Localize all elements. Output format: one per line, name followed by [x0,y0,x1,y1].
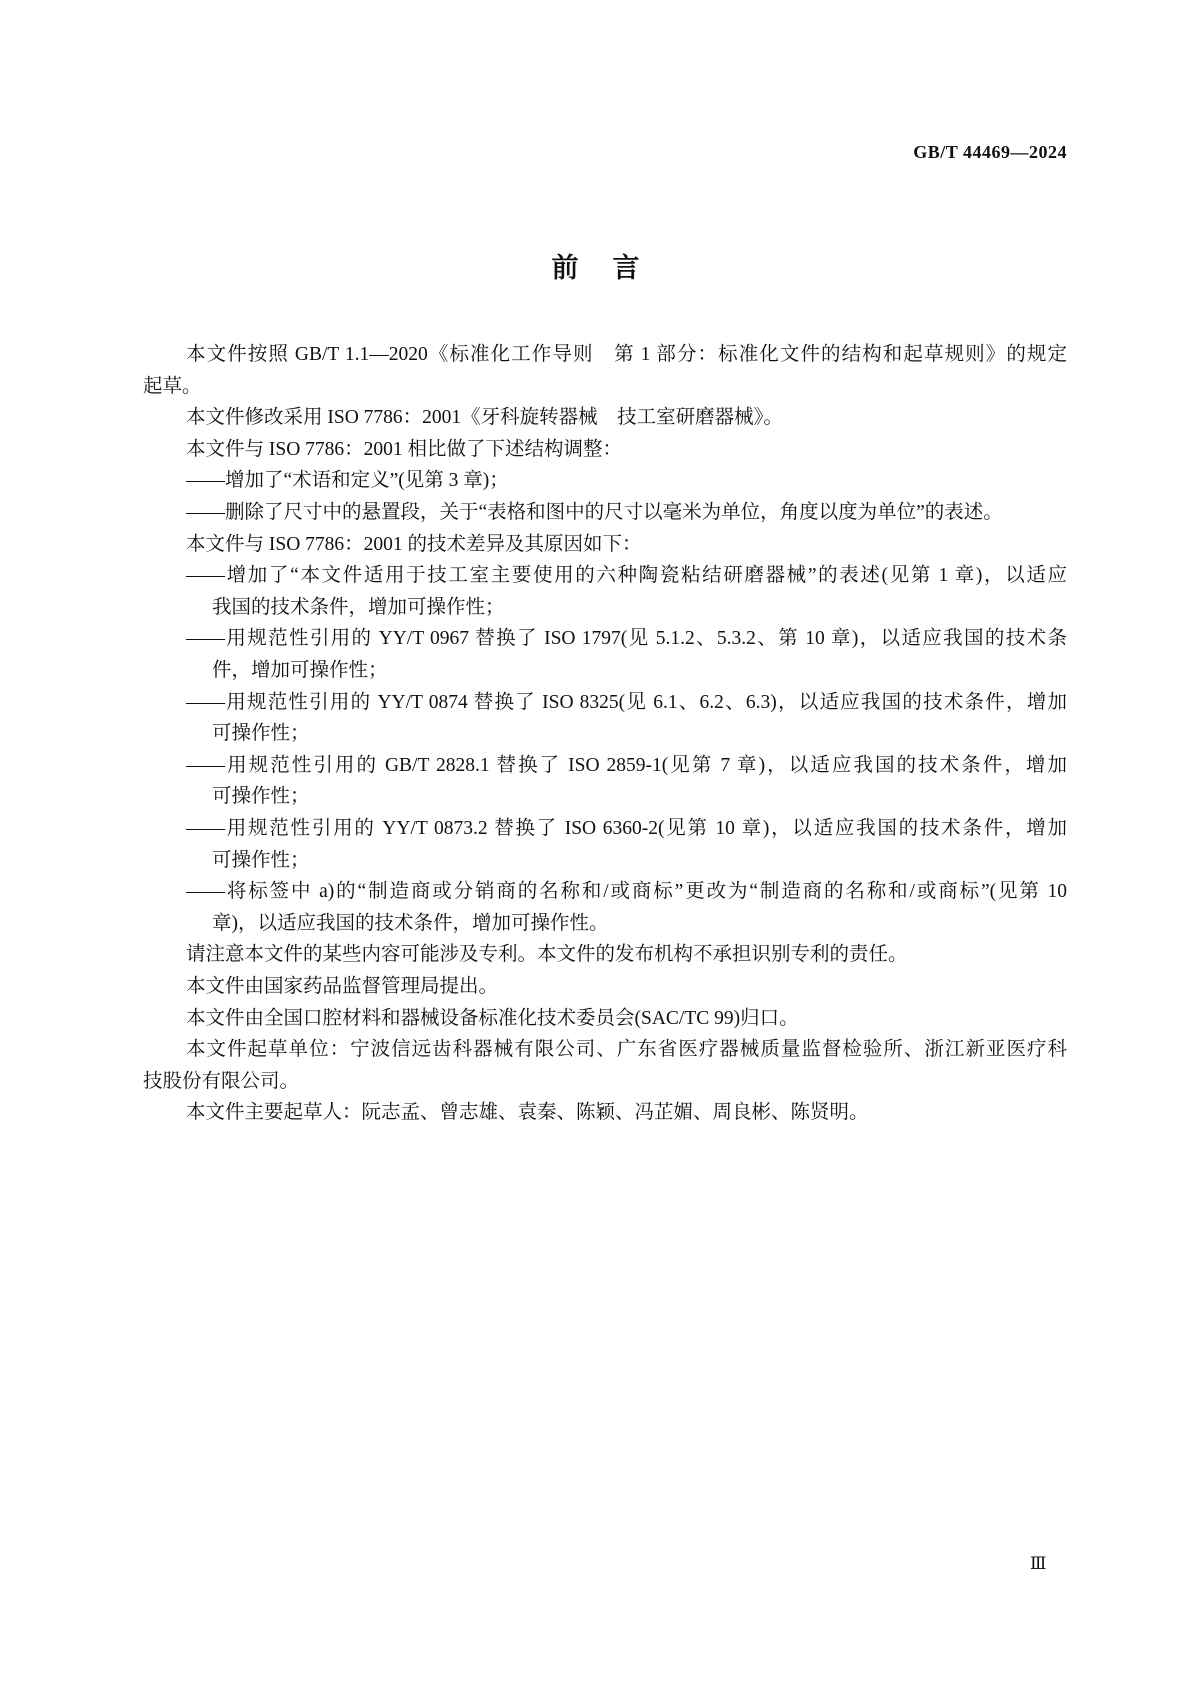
text-line: 本文件与 ISO 7786：2001 相比做了下述结构调整： [186,438,623,460]
text-line: 件，增加可操作性； [212,660,388,681]
text-line: 本文件起草单位：宁波信远齿科器械有限公司、广东省医疗器械质量监督检验所、浙江新亚医疗科 [186,1039,1067,1061]
page-title: 前言 [551,253,674,283]
text-line: 请注意本文件的某些内容可能涉及专利。本文件的发布机构不承担识别专利的责任。 [186,944,908,966]
text-line: 可操作性； [212,723,310,745]
text-line: 我国的技术条件，增加可操作性； [212,596,505,618]
document-number: GB/T 44469—2024 [913,142,1067,162]
text-line: 起草。 [143,375,202,397]
text-line: 可操作性； [212,849,310,871]
text-line: ——用规范性引用的 GB/T 2828.1 替换了 ISO 2859-1(见第 7 章)，以适应我国的技术条件，增加 [186,754,1067,776]
text-line: ——用规范性引用的 YY/T 0874 替换了 ISO 8325(见 6.1、6.2、6.3)，以适应我国的技术条件，增加 [186,691,1067,713]
text-line: ——删除了尺寸中的悬置段，关于“表格和图中的尺寸以毫米为单位，角度以度为单位”的表述。 [186,502,1003,523]
text-line: 可操作性； [212,786,310,808]
text-line: 技股份有限公司。 [143,1070,300,1092]
text-line: 本文件由国家药品监督管理局提出。 [186,976,499,997]
text-line: ——增加了“术语和定义”(见第 3 章)； [186,470,509,492]
text-line: 章)，以适应我国的技术条件，增加可操作性。 [212,912,609,934]
page-number: Ⅲ [1030,1554,1047,1573]
text-line: ——用规范性引用的 YY/T 0873.2 替换了 ISO 6360-2(见第 10 章)，以适应我国的技术条件，增加 [186,818,1067,839]
text-line: 本文件按照 GB/T 1.1—2020《标准化工作导则 第 1 部分：标准化文件的结构和起草规则》的规定 [186,344,1067,365]
text-line: 本文件由全国口腔材料和器械设备标准化技术委员会(SAC/TC 99)归口。 [186,1007,799,1029]
text-line: ——将标签中 a)的“制造商或分销商的名称和/或商标”更改为“制造商的名称和/或商标”(见第 10 [186,881,1067,903]
text-line: ——增加了“本文件适用于技工室主要使用的六种陶瓷粘结研磨器械”的表述(见第 1 章)，以适应 [186,565,1067,587]
text-line: 本文件与 ISO 7786：2001 的技术差异及其原因如下： [186,533,642,555]
text-line: ——用规范性引用的 YY/T 0967 替换了 ISO 1797(见 5.1.2、5.3.2、第 10 章)，以适应我国的技术条 [186,628,1067,650]
text-line: 本文件修改采用 ISO 7786：2001《牙科旋转器械 技工室研磨器械》。 [186,407,783,429]
text-line: 本文件主要起草人：阮志孟、曾志雄、袁秦、陈颖、冯芷媚、周良彬、陈贤明。 [186,1102,869,1124]
